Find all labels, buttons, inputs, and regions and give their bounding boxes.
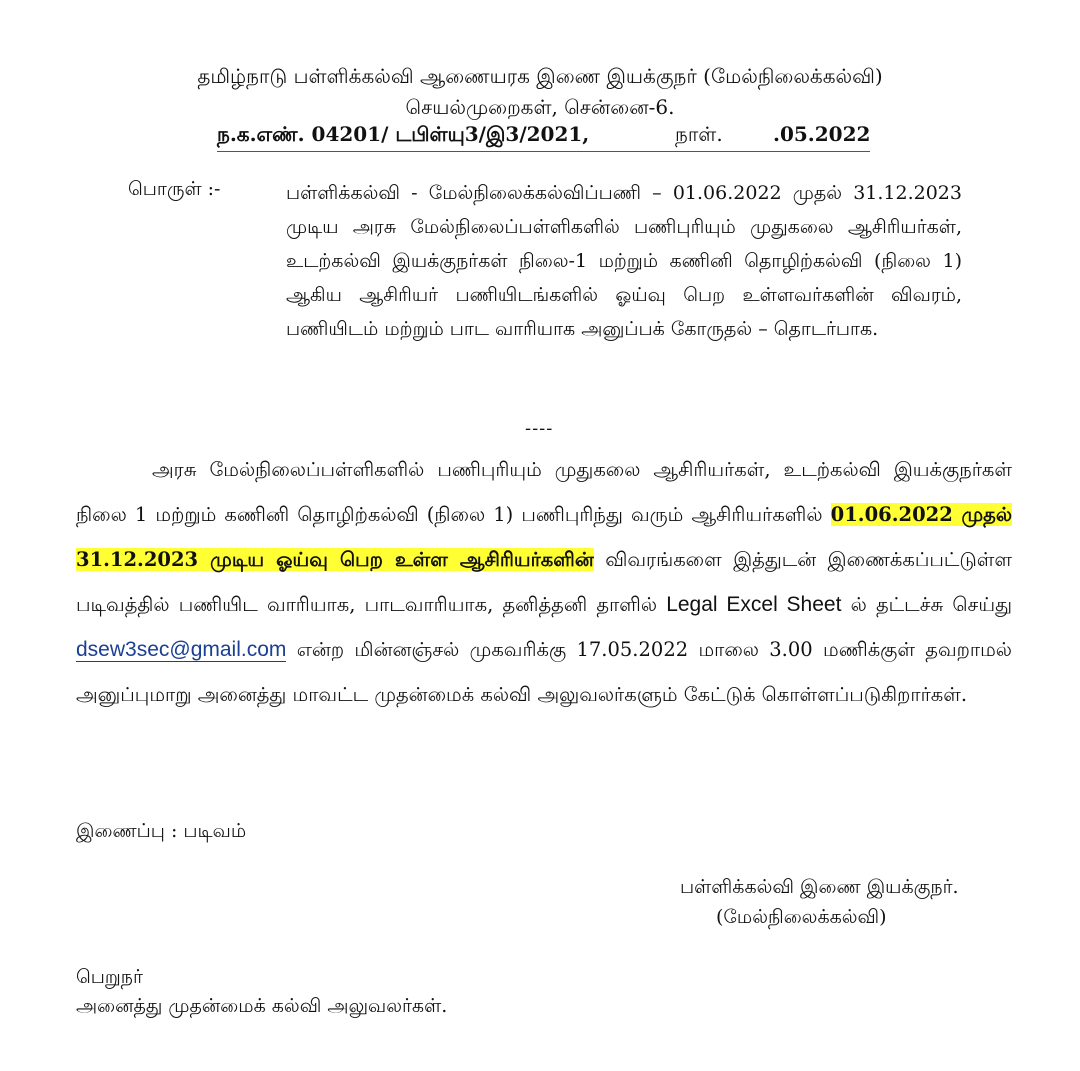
body-paragraph — [76, 447, 1012, 717]
office-proceedings-line: செயல்முறைகள், சென்னை-6. — [405, 95, 675, 119]
attachment-note: இணைப்பு : படிவம் — [76, 820, 247, 842]
email-link[interactable]: dsew3sec@gmail.com — [76, 638, 287, 661]
office-title: தமிழ்நாடு பள்ளிக்கல்வி ஆணையரக இணை இயக்குநர் (மேல்நிலைக்கல்வி) — [197, 64, 883, 88]
body-text-part1: அரசு மேல்நிலைப்பள்ளிகளில் பணிபுரியும் முதுகலை ஆசிரியர்கள், உடற்கல்வி இயக்குநர்கள் நிலை 1 மற்றும் கணினி தொழிற்கல்வி (நிலை 1) பணிபுரிந்து வரும் ஆசிரியர்களில் — [76, 458, 1012, 526]
highlighted-text: 01.06.2022 முதல் 31.12.2023 முடிய ஓய்வு பெற உள்ள ஆசிரியர்களின் — [76, 503, 1012, 571]
subject-text: பள்ளிக்கல்வி - மேல்நிலைக்கல்விப்பணி – 01.06.2022 முதல் 31.12.2023 முடிய அரசு மேல்நிலைப்பள்ளிகளில் பணிபுரியும் முதுகலை ஆசிரியர்கள், உடற்கல்வி இயக்குநர்கள் நிலை-1 மற்றும் கணினி தொழிற்கல்வி (நிலை 1) ஆகிய ஆசிரியர் பணியிடங்களில் ஓய்வு பெற உள்ளவர்களின் விவரம், பணியிடம் மற்றும் பாட வாரியாக அனுப்பக் கோருதல் – தொடர்பாக. — [286, 182, 962, 340]
recipient-line: அனைத்து முதன்மைக் கல்வி அலுவலர்கள். — [76, 995, 448, 1017]
recipient-label: பெறுநர் — [76, 966, 143, 988]
body-text-part3: ல் தட்டச்சு செய்து — [841, 593, 1012, 616]
body-text-part2: விவரங்களை இத்துடன் இணைக்கப்பட்டுள்ள படிவத்தில் பணியிட வாரியாக, பாடவாரியாக, தனித்தனி தாளில் — [76, 548, 1012, 616]
body-text-part4: என்ற மின்னஞ்சல் முகவரிக்கு 17.05.2022 மாலை 3.00 மணிக்குள் தவறாமல் அனுப்புமாறு அனைத்து மாவட்ட முதன்மைக் கல்வி அலுவலர்களும் கேட்டுக் கொள்ளப்படுகிறார்கள். — [76, 638, 1012, 706]
signature-title: பள்ளிக்கல்வி இணை இயக்குநர். — [680, 876, 959, 898]
date-label: நாள். — [675, 122, 723, 146]
signature-department: (மேல்நிலைக்கல்வி) — [716, 906, 887, 928]
separator: ---- — [525, 418, 554, 439]
subject-label: பொருள் :- — [128, 178, 221, 200]
reference-line — [217, 122, 870, 152]
date-value: .05.2022 — [773, 122, 871, 146]
reference-number: ந.க.எண். 04201/ டபிள்யு3/இ3/2021, — [217, 122, 590, 146]
sheet-format-text: Legal Excel Sheet — [666, 593, 842, 616]
